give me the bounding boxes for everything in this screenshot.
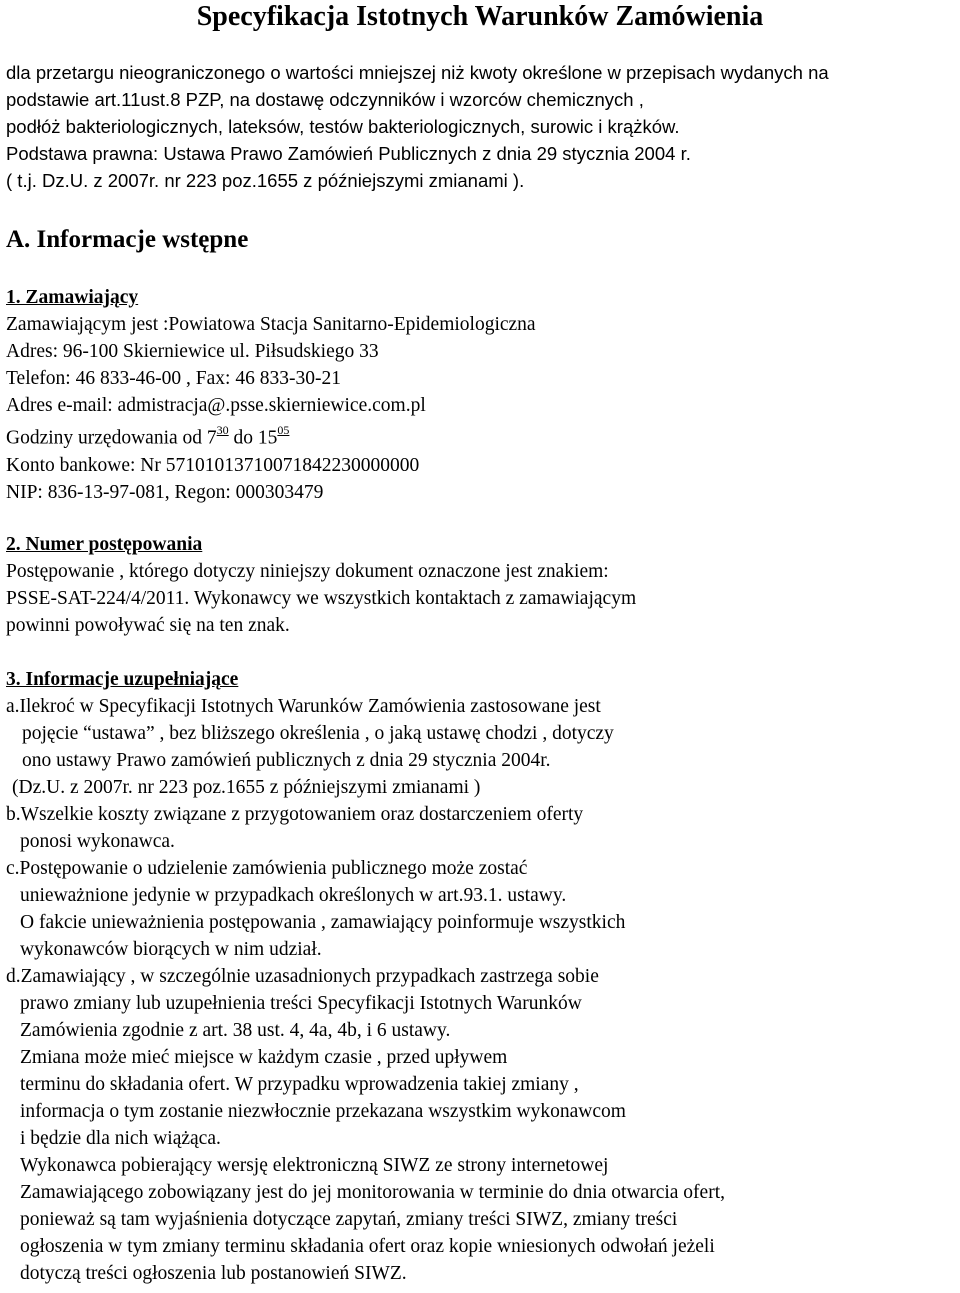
intro-line: dla przetargu nieograniczonego o wartości mniejszej niż kwoty określone w przepisach wydanych na (6, 62, 829, 83)
body-line: pojęcie “ustawa” , bez bliższego określenia , o jaką ustawę chodzi , dotyczy (22, 723, 614, 744)
body-line: dotyczą treści ogłoszenia lub postanowień SIWZ. (20, 1263, 407, 1284)
body-line: Adres e-mail: admistracja@.psse.skierniewice.com.pl (6, 395, 426, 416)
body-line: prawo zmiany lub uzupełnienia treści Specyfikacji Istotnych Warunków (20, 993, 582, 1014)
body-line: i będzie dla nich wiążąca. (20, 1128, 221, 1149)
body-line: powinni powoływać się na ten znak. (6, 615, 290, 636)
body-line: ono ustawy Prawo zamówień publicznych z dnia 29 stycznia 2004r. (22, 750, 551, 771)
intro-line: podłóż bakteriologicznych, lateksów, testów bakteriologicznych, surowic i krążków. (6, 116, 680, 137)
body-line: Postępowanie , którego dotyczy niniejszy dokument oznaczone jest znakiem: (6, 561, 609, 582)
body-line: PSSE-SAT-224/4/2011. Wykonawcy we wszystkich kontaktach z zamawiającym (6, 588, 637, 609)
body-line: wykonawców biorących w nim udział. (20, 939, 322, 960)
body-line: unieważnione jedynie w przypadkach określonych w art.93.1. ustawy. (20, 885, 567, 906)
body-line: (Dz.U. z 2007r. nr 223 poz.1655 z późniejszymi zmianami ) (12, 777, 481, 798)
body-line: terminu do składania ofert. W przypadku wprowadzenia takiej zmiany , (20, 1074, 579, 1095)
body-line: a.Ilekroć w Specyfikacji Istotnych Warunków Zamówienia zastosowane jest (6, 696, 601, 717)
hours-to-minutes: 05 (277, 423, 290, 437)
section-zamawiajacy (6, 284, 536, 506)
body-line: ponieważ są tam wyjaśnienia dotyczące zapytań, zmiany treści SIWZ, zmiany treści (20, 1209, 678, 1230)
body-line: Zmiana może mieć miejsce w każdym czasie , przed upływem (20, 1047, 508, 1068)
body-line: Zamówienia zgodnie z art. 38 ust. 4, 4a, 4b, i 6 ustawy. (20, 1020, 451, 1041)
body-line: NIP: 836-13-97-081, Regon: 000303479 (6, 481, 324, 503)
office-hours (6, 419, 536, 452)
intro-line: Podstawa prawna: Ustawa Prawo Zamówień Publicznych z dnia 29 stycznia 2004 r. (6, 143, 691, 164)
body-line: d.Zamawiający , w szczególnie uzasadnionych przypadkach zastrzega sobie (6, 966, 599, 987)
section-heading: 2. Numer postępowania (6, 534, 203, 555)
intro-line: podstawie art.11ust.8 PZP, na dostawę odczynników i wzorców chemicznych , (6, 89, 644, 110)
intro-paragraph (6, 59, 829, 194)
body-line: O fakcie unieważnienia postępowania , zamawiający poinformuje wszystkich (20, 912, 626, 933)
section-a-title: A. Informacje wstępne (6, 226, 249, 253)
body-line: Konto bankowe: Nr 57101013710071842230000000 (6, 454, 420, 476)
hours-from-minutes: 30 (216, 423, 229, 437)
body-line: b.Wszelkie koszty związane z przygotowaniem oraz dostarczeniem oferty (6, 804, 584, 825)
body-line: Zamawiającym jest :Powiatowa Stacja Sanitarno-Epidemiologiczna (6, 314, 536, 335)
body-line: ponosi wykonawca. (20, 831, 175, 852)
body-line: c.Postępowanie o udzielenie zamówienia publicznego może zostać (6, 858, 528, 879)
body-line: Wykonawca pobierający wersję elektroniczną SIWZ ze strony internetowej (20, 1155, 609, 1176)
intro-line: ( t.j. Dz.U. z 2007r. nr 223 poz.1655 z późniejszymi zmianami ). (6, 170, 525, 191)
body-line: Zamawiającego zobowiązany jest do jej monitorowania w terminie do dnia otwarcia ofert, (20, 1182, 725, 1203)
section-heading: 1. Zamawiający (6, 287, 139, 308)
document-title: Specyfikacja Istotnych Warunków Zamówienia (196, 1, 764, 32)
section-numer-postepowania (6, 531, 636, 639)
body-line: Telefon: 46 833-46-00 , Fax: 46 833-30-21 (6, 368, 341, 389)
body-line: informacja o tym zostanie niezwłocznie przekazana wszystkim wykonawcom (20, 1101, 626, 1122)
hours-mid: do 15 (228, 427, 278, 449)
hours-prefix: Godziny urzędowania od 7 (6, 427, 217, 449)
body-line: ogłoszenia w tym zmiany terminu składania ofert oraz kopie wniesionych odwołań jeżeli (20, 1236, 715, 1257)
body-line: Adres: 96-100 Skierniewice ul. Piłsudskiego 33 (6, 341, 379, 362)
section-informacje-uzupelniajace (6, 666, 725, 1287)
section-heading: 3. Informacje uzupełniające (6, 669, 239, 690)
